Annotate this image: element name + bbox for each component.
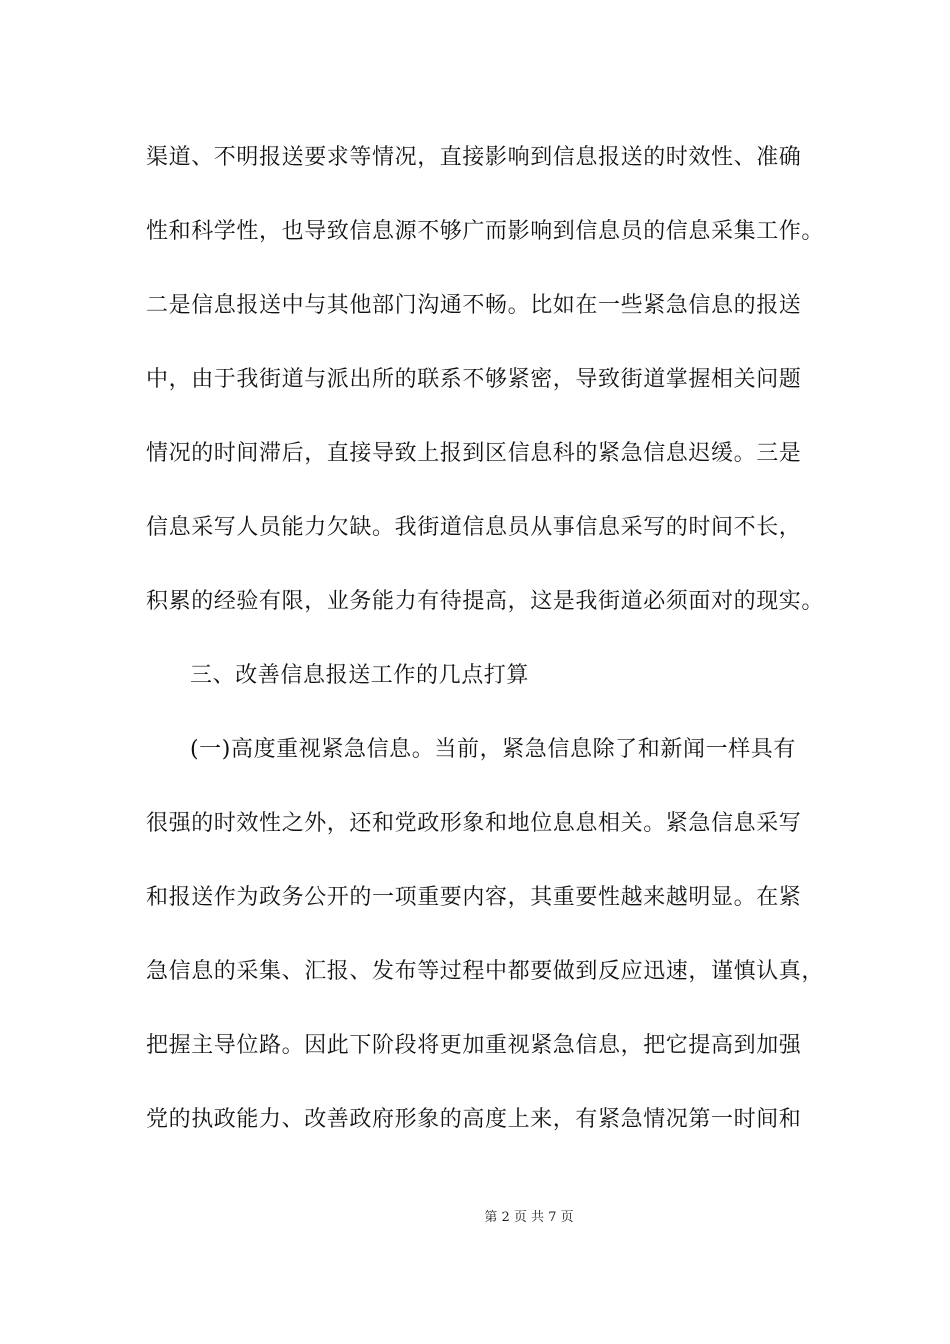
body-text-line: 性和科学性，也导致信息源不够广而影响到信息员的信息采集工作。 [146,219,825,244]
body-text-line: 急信息的采集、汇报、发布等过程中都要做到反应迅速，谨慎认真， [146,959,825,984]
body-text-line: 信息采写人员能力欠缺。我街道信息员从事信息采写的时间不长， [146,515,802,540]
body-text-line: 二是信息报送中与其他部门沟通不畅。比如在一些紧急信息的报送 [146,293,802,318]
body-text-line: 和报送作为政务公开的一项重要内容，其重要性越来越明显。在紧 [146,885,802,910]
page-number-footer: 第 2 页 共 7 页 [484,1210,574,1225]
body-text-line: 积累的经验有限，业务能力有待提高，这是我街道必须面对的现实。 [146,589,825,614]
body-text-line: 很强的时效性之外，还和党政形象和地位息息相关。紧急信息采写 [146,811,802,836]
paragraph-first-line: (一)高度重视紧急信息。当前，紧急信息除了和新闻一样具有 [190,737,796,762]
body-text-line: 情况的时间滞后，直接导致上报到区信息科的紧急信息迟缓。三是 [146,441,802,466]
body-text-line: 中，由于我街道与派出所的联系不够紧密，导致街道掌握相关问题 [146,367,802,392]
body-text-line: 把握主导位路。因此下阶段将更加重视紧急信息，把它提高到加强 [146,1033,802,1058]
body-text-line: 党的执政能力、改善政府形象的高度上来，有紧急情况第一时间和 [146,1107,802,1132]
section-heading: 三、改善信息报送工作的几点打算 [190,663,530,688]
body-text-line: 渠道、不明报送要求等情况，直接影响到信息报送的时效性、准确 [146,145,802,170]
